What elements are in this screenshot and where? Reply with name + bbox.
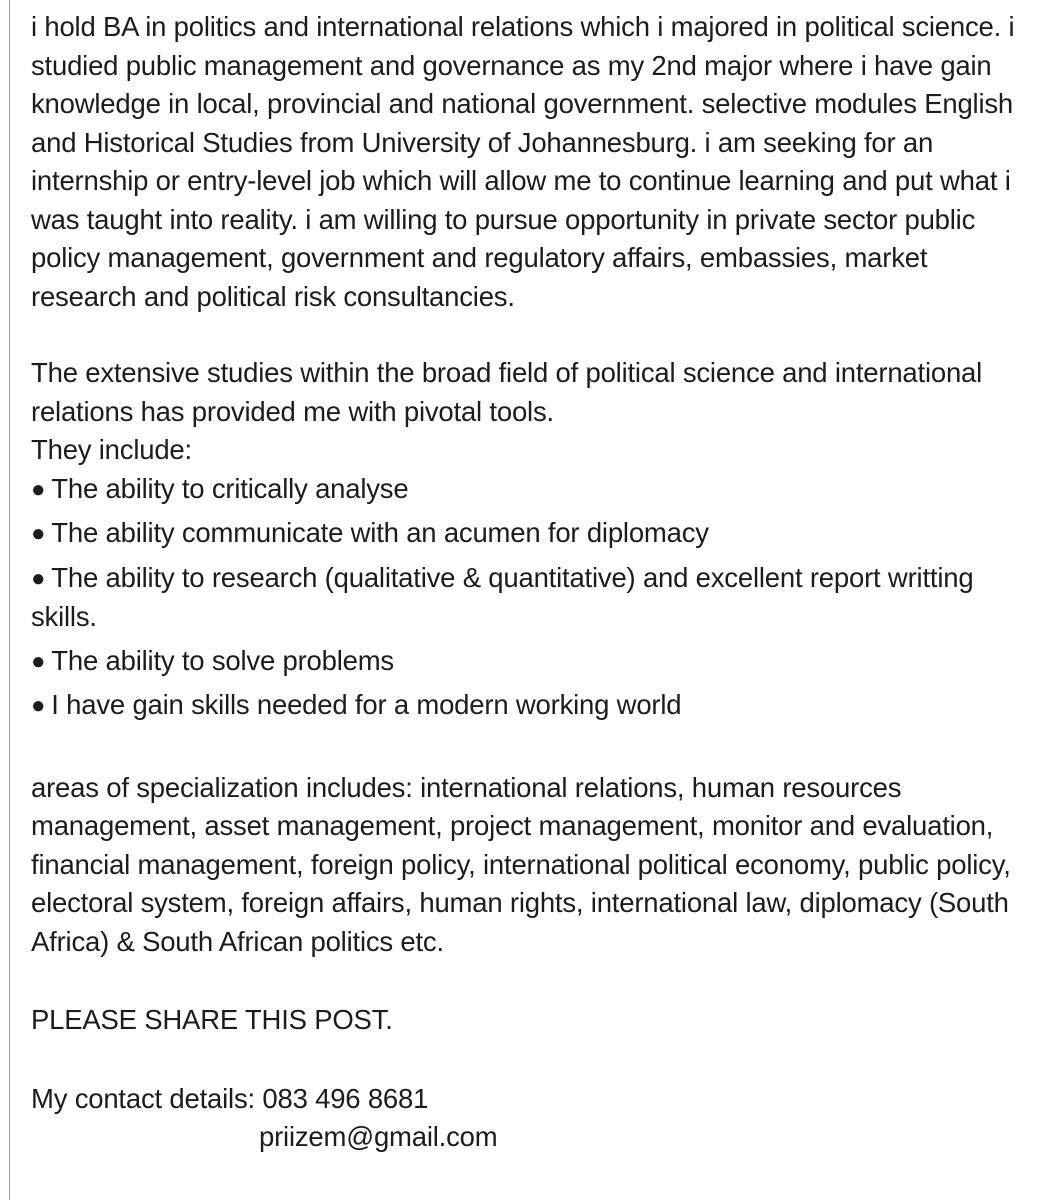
contact-details: My contact details: 083 496 8681 [31,1082,429,1114]
paragraph-spacer [31,961,1021,1001]
studies-paragraph: The extensive studies within the broad field of political science and international relations has provided me with pivotal tools. [31,357,983,427]
paragraph-spacer [31,1040,1021,1080]
skills-list-item [31,642,1021,682]
they-include-label: They include: [31,434,192,465]
skills-list-item [31,686,1021,726]
specialization-paragraph: areas of specialization includes: international relations, human resources management, asset management, project management, monitor and evaluation, financial management, foreign policy, international political economy, public policy, electoral system, foreign affairs, human rights, international law, diplomacy (South Africa) & South African politics etc. [31,771,1011,957]
skills-list [31,470,1021,726]
skill-text: The ability to critically analyse [51,472,409,504]
intro-paragraph: i hold BA in politics and international relations which i majored in political science. i studied public management and governance as my 2nd major where i have gain knowledge in local, provincial and national government. selective modules English and Historical Studies from University of Johannesburg. i am seeking for an internship or entry-level job which will allow me to continue learning and put what i was taught into reality. i am willing to pursue opportunity in private sector public policy management, government and regulatory affairs, embassies, market research and political risk consultancies. [31,11,1015,312]
skills-list-item [31,559,1021,637]
bullet-icon: ● [31,564,46,592]
paragraph-spacer [31,316,1021,354]
bullet-icon: ● [31,475,46,503]
post-body [31,8,1021,1157]
left-border-line [9,0,10,1200]
skill-text: The ability to research (qualitative & quantitative) and excellent report writting skills. [31,561,974,632]
skills-list-item [31,514,1021,554]
skill-text: I have gain skills needed for a modern working world [51,689,682,720]
contact-email[interactable]: priizem@gmail.com [259,1121,498,1152]
bullet-icon: ● [31,520,46,547]
skill-text: The ability to solve problems [51,644,394,676]
share-notice: PLEASE SHARE THIS POST. [31,1004,393,1035]
bullet-icon: ● [31,692,46,719]
skill-text: The ability communicate with an acumen for diplomacy [51,517,709,548]
skills-list-item [31,470,1021,510]
paragraph-spacer [31,731,1021,769]
bullet-icon: ● [31,647,46,675]
